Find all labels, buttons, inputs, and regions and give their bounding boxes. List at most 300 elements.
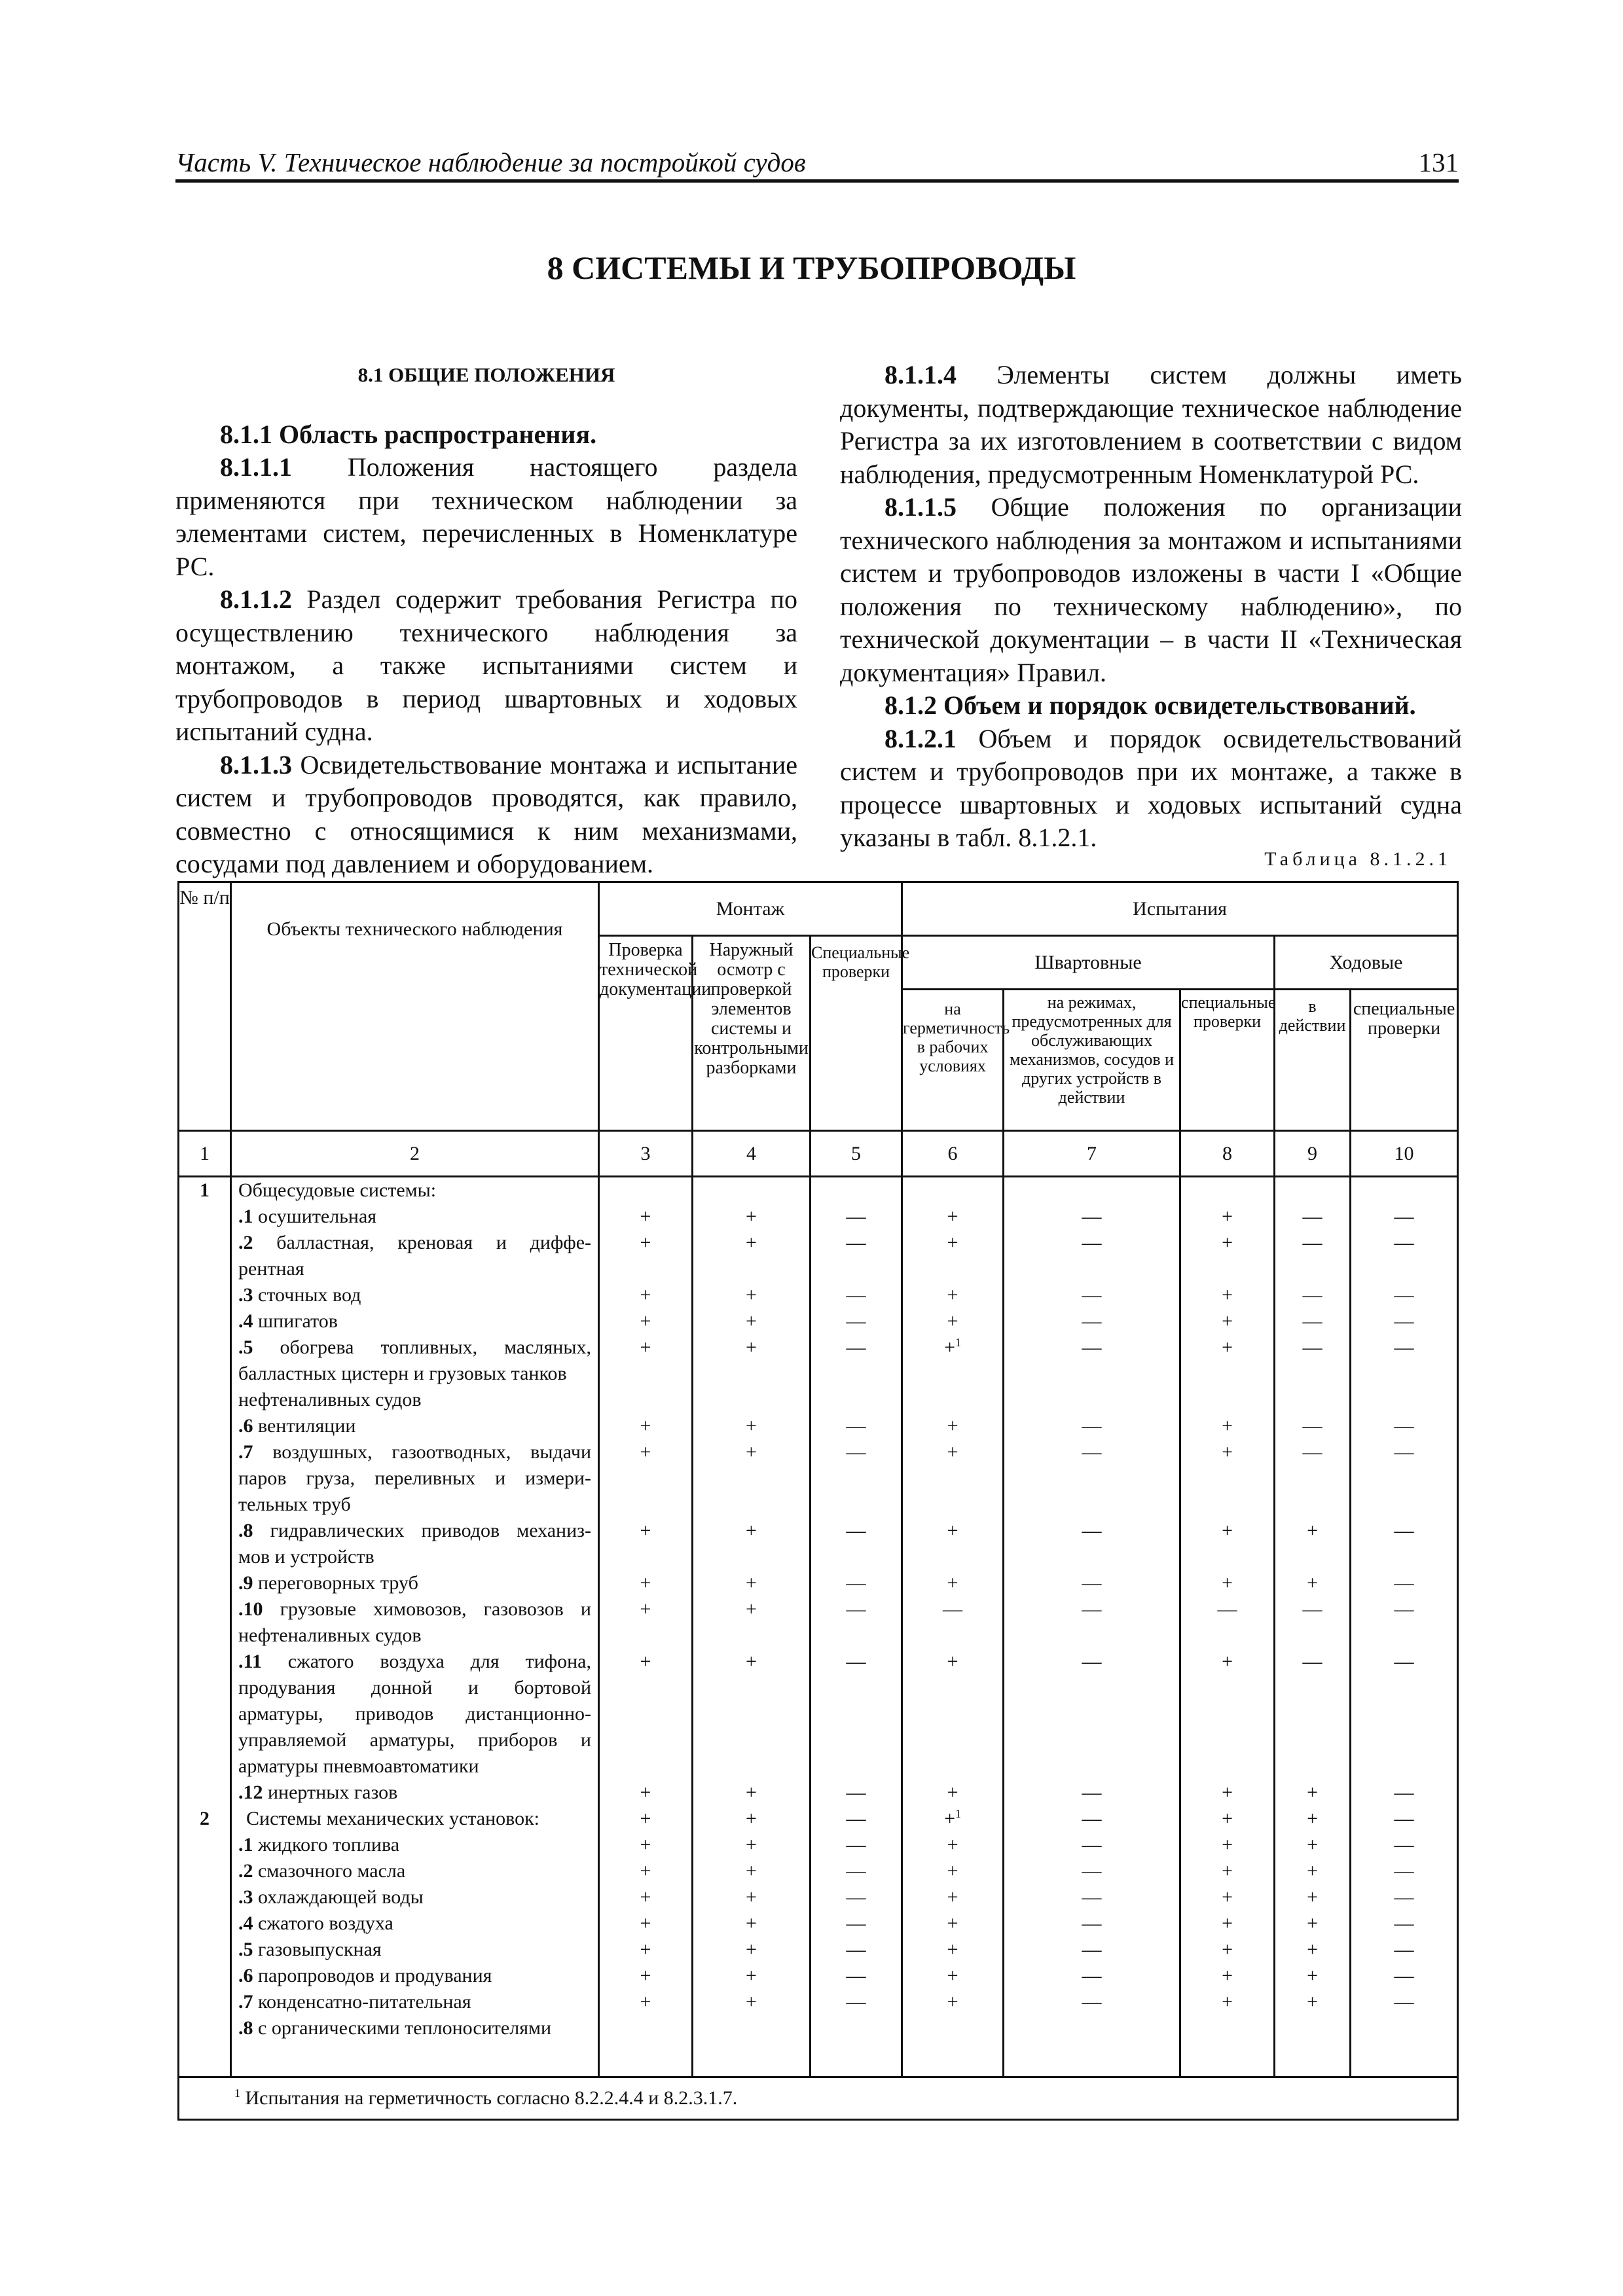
table-cell: [1351, 2015, 1457, 2041]
table-cell: +: [746, 1572, 757, 1594]
table-cell: +: [746, 1520, 757, 1541]
table-cell: —: [1394, 1232, 1414, 1253]
table-cell: +: [640, 1912, 651, 1934]
object-line: .2 смазочного масла: [238, 1860, 406, 1882]
table-cell: —: [1302, 1651, 1322, 1672]
table-cell: —: [1082, 1991, 1102, 2013]
table-cell: +: [947, 1939, 958, 1960]
table-cell: +: [947, 1834, 958, 1856]
table-cell: —: [1302, 1415, 1322, 1437]
c6-cell: [902, 1177, 1004, 2077]
table-cell: [1181, 1675, 1273, 1701]
table-cell: [1181, 2015, 1273, 2041]
paragraph-8-1-1-4: [840, 359, 1462, 491]
object-line: .7 воздушных, газоотводных, выдачи: [238, 1441, 591, 1463]
object-line: .8 с органическими теплоносителями: [238, 2017, 552, 2039]
table-cell: +: [1222, 1808, 1233, 1829]
table-cell: —: [846, 1808, 866, 1829]
table-cell: [693, 1387, 809, 1413]
table-cell: +: [947, 1651, 958, 1672]
c8-cell: [1180, 1177, 1275, 2077]
paragraph-heading: 8.1.2 Объем и порядок освидетельствований.: [884, 691, 1416, 720]
table-cell: +: [746, 1598, 757, 1620]
table-cell: [1181, 1623, 1273, 1649]
table-cell: —: [846, 1520, 866, 1541]
table-cell: [1275, 1727, 1349, 1753]
table-cell: —: [1082, 1284, 1102, 1306]
running-title: Часть V. Техническое наблюдение за постройкой судов: [175, 147, 806, 177]
table-cell: [1275, 1256, 1349, 1282]
table-cell: [903, 1361, 1002, 1387]
table-cell: —: [846, 1206, 866, 1227]
table-cell: —: [1394, 1808, 1414, 1829]
table-cell: +: [1307, 1939, 1318, 1960]
object-line: .4 сжатого воздуха: [238, 1912, 393, 1934]
header-c3: Проверка технической документации: [599, 936, 693, 1131]
col-number: 6: [902, 1131, 1004, 1177]
table-cell: [1351, 1544, 1457, 1570]
table-cell: —: [1302, 1206, 1322, 1227]
c4-cell: [693, 1177, 811, 2077]
c10-cell: [1351, 1177, 1458, 2077]
object-line: управляемой арматуры, приборов и: [238, 1729, 591, 1751]
table-cell: +: [947, 1965, 958, 1986]
table-cell: [903, 1701, 1002, 1727]
table-cell: —: [1394, 1206, 1414, 1227]
table-cell: +: [640, 1939, 651, 1960]
table-cell: [1004, 1492, 1179, 1518]
footnote-text: Испытания на герметичность согласно 8.2.2.4.4 и 8.2.3.1.7.: [245, 2087, 738, 2109]
paragraph-text: Элементы систем должны иметь документы, подтверждающие техническое наблюдение Регистра за их изготовлением в соответствии с видом наблюдения, предусмотренным Номенклатурой РС.: [840, 360, 1462, 489]
table-cell: [1351, 1727, 1457, 1753]
section-heading: 8.1 ОБЩИЕ ПОЛОЖЕНИЯ: [357, 363, 615, 386]
table-cell: +: [1222, 1232, 1233, 1253]
table-cell: [600, 1753, 691, 1780]
object-line: .10 грузовые химовозов, газовозов и: [238, 1598, 591, 1620]
table-cell: +: [1222, 1939, 1233, 1960]
table-cell: [693, 1544, 809, 1570]
table-cell: —: [1394, 1336, 1414, 1358]
paragraph-number: 8.1.1.2: [220, 584, 292, 614]
table-cell: +: [746, 1284, 757, 1306]
table-cell: [1275, 1544, 1349, 1570]
table-cell: [693, 1675, 809, 1701]
table-cell: +: [746, 1310, 757, 1332]
table-cell: +: [1222, 1886, 1233, 1908]
table-cell: [811, 1177, 901, 1204]
table-cell: +: [947, 1284, 958, 1306]
object-line: .1 осушительная: [238, 1206, 377, 1227]
col-number: 5: [811, 1131, 902, 1177]
footnote-mark: 1: [234, 2087, 240, 2100]
object-line: продувания донной и бортовой: [238, 1677, 591, 1698]
table-cell: —: [1082, 1336, 1102, 1358]
table-cell: +: [640, 1834, 651, 1856]
header-mooring: Швартовные: [902, 936, 1275, 990]
table-cell: [600, 1727, 691, 1753]
paragraph-text: Раздел содержит требования Регистра по осуществлению технического наблюдения за монтажом, а также испытаниями систем и трубопроводов в период швартовных и ходовых испытаний судна.: [175, 584, 797, 746]
table-cell: —: [1082, 1520, 1102, 1541]
table-cell: +: [1307, 1912, 1318, 1934]
object-line: арматуры пневмоавтоматики: [238, 1755, 479, 1777]
table-cell: —: [1394, 1782, 1414, 1803]
running-header: [175, 145, 1459, 183]
left-column: [175, 359, 797, 881]
table-cell: —: [846, 1284, 866, 1306]
object-line: паров груза, переливных и измери-: [238, 1467, 591, 1489]
table-cell: —: [846, 1336, 866, 1358]
table-cell: [1181, 1492, 1273, 1518]
table-cell: [811, 1727, 901, 1753]
table-cell: [693, 1465, 809, 1492]
table-cell: —: [1082, 1206, 1102, 1227]
table-cell: —: [846, 1965, 866, 1986]
paragraph-heading: 8.1.1 Область распространения.: [220, 419, 597, 449]
table-cell: +: [640, 1886, 651, 1908]
paragraph-8-1-1-3: [175, 749, 797, 881]
table-cell: +: [640, 1808, 651, 1829]
table-cell: —: [1394, 1834, 1414, 1856]
object-line: рентная: [238, 1258, 304, 1280]
table-cell: —: [846, 1939, 866, 1960]
table-cell: [1181, 1177, 1273, 1204]
table-cell: —: [846, 1232, 866, 1253]
table-cell: [811, 1361, 901, 1387]
table-cell: [1181, 1256, 1273, 1282]
object-line: арматуры, приводов дистанционно-: [238, 1703, 591, 1725]
col-number: 1: [179, 1131, 231, 1177]
table-cell: +: [746, 1939, 757, 1960]
table-cell: —: [1394, 1441, 1414, 1463]
table-cell: +: [1307, 1782, 1318, 1803]
table-cell: +: [947, 1912, 958, 1934]
footnote-row: [179, 2077, 1458, 2120]
table-cell: +: [746, 1336, 757, 1358]
table-cell: +: [1307, 1572, 1318, 1594]
paragraph-number: 8.1.1.1: [220, 452, 292, 482]
table-cell: +: [947, 1310, 958, 1332]
object-line: Общесудовые системы:: [238, 1179, 437, 1201]
table-cell: +: [746, 1991, 757, 2013]
table-cell: [1275, 1492, 1349, 1518]
table-cell: [903, 1465, 1002, 1492]
table-cell: [600, 1701, 691, 1727]
table-cell: —: [1082, 1598, 1102, 1620]
table-cell: +: [640, 1336, 651, 1358]
table-cell: +: [746, 1232, 757, 1253]
object-line: нефтеналивных судов: [238, 1624, 422, 1646]
group-number: 2: [200, 1808, 210, 1829]
table-cell: —: [1082, 1886, 1102, 1908]
table-cell: [600, 1465, 691, 1492]
object-line: .6 вентиляции: [238, 1415, 356, 1437]
table-cell: [693, 1701, 809, 1727]
table-cell: +: [746, 1441, 757, 1463]
paragraph-text: Освидетельствование монтажа и испытание систем и трубопроводов проводятся, как правило, совместно с относящимися к ним механизмами, сосудами под давлением и оборудованием.: [175, 749, 797, 878]
table-caption: Таблица 8.1.2.1: [1264, 848, 1451, 870]
table-cell: —: [846, 1834, 866, 1856]
table-cell: [1004, 1465, 1179, 1492]
table-cell: +: [746, 1834, 757, 1856]
table-cell: [600, 1256, 691, 1282]
table-cell: +: [640, 1991, 651, 2013]
table-cell: +: [947, 1782, 958, 1803]
table-cell: —: [1082, 1232, 1102, 1253]
table-cell: +: [947, 1886, 958, 1908]
table-cell: [1351, 1623, 1457, 1649]
header-c10: специальные проверки: [1351, 990, 1458, 1131]
c7-cell: [1004, 1177, 1180, 2077]
table-cell: [693, 1753, 809, 1780]
object-line: .1 жидкого топлива: [238, 1834, 400, 1856]
table-cell: [1181, 1753, 1273, 1780]
table-cell: +: [947, 1991, 958, 2013]
table-cell: —: [1394, 1520, 1414, 1541]
table-cell: —: [1082, 1651, 1102, 1672]
object-line: Системы механических установок:: [246, 1808, 540, 1829]
table-cell: [1275, 1753, 1349, 1780]
table-cell: +: [640, 1284, 651, 1306]
header-tests: Испытания: [902, 882, 1458, 936]
table-cell: [1004, 1727, 1179, 1753]
table-cell: —: [1394, 1598, 1414, 1620]
table-cell: [1004, 2015, 1179, 2041]
table-cell: +: [947, 1860, 958, 1882]
c5-cell: [811, 1177, 902, 2077]
table-cell: +: [640, 1572, 651, 1594]
table-cell: —: [1302, 1441, 1322, 1463]
table-cell: [1351, 1753, 1457, 1780]
table-cell: [811, 1256, 901, 1282]
table-cell: [693, 1492, 809, 1518]
object-line: .4 шпигатов: [238, 1310, 338, 1332]
table-cell: —: [1394, 1965, 1414, 1986]
paragraph-8-1-1-5: [840, 491, 1462, 689]
object-line: .8 гидравлических приводов механиз-: [238, 1520, 591, 1541]
header-num: № п/п: [179, 882, 231, 1131]
table-cell: [1275, 1177, 1349, 1204]
table-cell: —: [846, 1651, 866, 1672]
table-cell: —: [846, 1598, 866, 1620]
table-cell: +: [640, 1782, 651, 1803]
paragraph-text: Общие положения по организации технического наблюдения за монтажом и испытаниями систем и трубопроводов изложены в части I «Общие положения по техническому наблюдению», по технической документации – в части II «Техническая документация» Правил.: [840, 492, 1462, 687]
object-line: .3 сточных вод: [238, 1284, 361, 1306]
table-cell: [1004, 1361, 1179, 1387]
table-cell: +: [746, 1651, 757, 1672]
object-line: .6 паропроводов и продувания: [238, 1965, 492, 1986]
table-cell: [811, 2015, 901, 2041]
object-line: .7 конденсатно-питательная: [238, 1991, 471, 2013]
table-cell: +: [746, 1808, 757, 1829]
table-cell: —: [1394, 1651, 1414, 1672]
table-cell: [1004, 1256, 1179, 1282]
col-number: 3: [599, 1131, 693, 1177]
table-cell: [600, 1675, 691, 1701]
table-cell: —: [1302, 1284, 1322, 1306]
table-cell: —: [1082, 1860, 1102, 1882]
table-cell: +: [640, 1310, 651, 1332]
table-cell: [811, 1465, 901, 1492]
table-cell: [1275, 2015, 1349, 2041]
table-cell: [1275, 1361, 1349, 1387]
table-cell: —: [1394, 1912, 1414, 1934]
table-cell: +: [746, 1415, 757, 1437]
table-body-row: [179, 1177, 1458, 2077]
object-line: нефтеналивных судов: [238, 1389, 422, 1410]
table-cell: [1004, 1177, 1179, 1204]
paragraph-number: 8.1.1.3: [220, 749, 292, 780]
table-cell: +$^1$: [944, 1807, 961, 1829]
table-cell: [1181, 1727, 1273, 1753]
table-cell: —: [1082, 1912, 1102, 1934]
paragraph-8-1-1-2: [175, 583, 797, 749]
table-cell: —: [1302, 1232, 1322, 1253]
group-number: 1: [200, 1179, 210, 1201]
paragraph-number: 8.1.1.5: [884, 492, 957, 522]
paragraph-8-1-2-1: [840, 723, 1462, 855]
table-cell: [1181, 1701, 1273, 1727]
group-number-cell: [179, 1177, 231, 2077]
table-cell: +: [1222, 1860, 1233, 1882]
table-cell: [693, 1361, 809, 1387]
col-number: 7: [1004, 1131, 1180, 1177]
table-cell: +: [1222, 1651, 1233, 1672]
object-line: тельных труб: [238, 1494, 351, 1515]
table-cell: +: [1307, 1965, 1318, 1986]
c9-cell: [1275, 1177, 1351, 2077]
table-cell: [811, 1492, 901, 1518]
paragraph-8-1-2: [840, 689, 1462, 723]
page-number: 131: [1418, 147, 1459, 177]
table-cell: —: [1394, 1415, 1414, 1437]
table-cell: —: [1082, 1808, 1102, 1829]
table-cell: [903, 2015, 1002, 2041]
table-cell: +: [947, 1415, 958, 1437]
table-cell: [1275, 1623, 1349, 1649]
table-cell: —: [1082, 1834, 1102, 1856]
object-line: .5 обогрева топливных, масляных,: [238, 1336, 591, 1358]
table-cell: [600, 1623, 691, 1649]
table-cell: —: [1082, 1939, 1102, 1960]
table-cell: +: [1307, 1860, 1318, 1882]
table-cell: [600, 2015, 691, 2041]
table-cell: [693, 1727, 809, 1753]
table-cell: [903, 1753, 1002, 1780]
table-cell: +: [640, 1206, 651, 1227]
table-cell: [811, 1387, 901, 1413]
col-number: 8: [1180, 1131, 1275, 1177]
table-cell: +: [640, 1441, 651, 1463]
table-cell: [811, 1544, 901, 1570]
table-cell: +: [746, 1206, 757, 1227]
table-cell: —: [846, 1415, 866, 1437]
table-cell: —: [1394, 1860, 1414, 1882]
table-cell: [1275, 1701, 1349, 1727]
table-cell: —: [1394, 1572, 1414, 1594]
object-line: .11 сжатого воздуха для тифона,: [238, 1651, 591, 1672]
table-cell: —: [846, 1991, 866, 2013]
paragraph-text: Положения настоящего раздела применяются при техническом наблюдении за элементами систем, перечисленных в Номенклатуре РС.: [175, 452, 797, 581]
header-c4: Наружный осмотр с проверкой элементов системы и контрольными разборками: [693, 936, 811, 1131]
table-cell: +: [640, 1651, 651, 1672]
table-footnote: [179, 2077, 1458, 2120]
table-cell: +: [947, 1232, 958, 1253]
table-cell: [903, 1177, 1002, 1204]
table-cell: +: [1222, 1965, 1233, 1986]
table-cell: +: [1307, 1991, 1318, 2013]
right-column: [840, 359, 1462, 855]
table-cell: +: [1222, 1834, 1233, 1856]
table-cell: [693, 1623, 809, 1649]
table-cell: +: [746, 1886, 757, 1908]
table-cell: [1004, 1623, 1179, 1649]
table-cell: +: [1222, 1284, 1233, 1306]
table-cell: [903, 1387, 1002, 1413]
table-cell: +: [947, 1206, 958, 1227]
table-cell: +: [1307, 1886, 1318, 1908]
table-cell: —: [1082, 1415, 1102, 1437]
table-cell: +: [746, 1782, 757, 1803]
header-sea: Ходовые: [1275, 936, 1458, 990]
table-cell: [1351, 1361, 1457, 1387]
table-cell: [600, 1387, 691, 1413]
table-cell: +: [1222, 1336, 1233, 1358]
table-cell: +$^1$: [944, 1336, 961, 1358]
object-line: .5 газовыпускная: [238, 1939, 382, 1960]
paragraph-number: 8.1.1.4: [884, 360, 957, 389]
table-cell: [903, 1727, 1002, 1753]
object-line: .3 охлаждающей воды: [238, 1886, 424, 1908]
header-c6: на герметичность в рабочих условиях: [902, 990, 1004, 1131]
c3-cell: [599, 1177, 693, 2077]
table-cell: —: [1217, 1598, 1237, 1620]
table-cell: —: [1082, 1965, 1102, 1986]
table-cell: [1275, 1675, 1349, 1701]
objects-cell: [231, 1177, 599, 2077]
table-cell: [1351, 1701, 1457, 1727]
table-cell: [811, 1701, 901, 1727]
table-cell: [903, 1492, 1002, 1518]
table-cell: [1181, 1465, 1273, 1492]
table-cell: —: [1082, 1441, 1102, 1463]
table-cell: [693, 1177, 809, 1204]
table-cell: +: [1307, 1520, 1318, 1541]
table-cell: [811, 1623, 901, 1649]
col-number: 10: [1351, 1131, 1458, 1177]
table-cell: +: [1222, 1520, 1233, 1541]
table-cell: +: [640, 1232, 651, 1253]
table-cell: [1351, 1675, 1457, 1701]
table-cell: —: [846, 1310, 866, 1332]
table-cell: —: [1302, 1336, 1322, 1358]
table-cell: [1181, 1361, 1273, 1387]
inspection-table: [177, 881, 1459, 2121]
table-cell: +: [1222, 1572, 1233, 1594]
table-cell: —: [1394, 1939, 1414, 1960]
col-number: 4: [693, 1131, 811, 1177]
table-cell: —: [1082, 1782, 1102, 1803]
table-cell: +: [947, 1441, 958, 1463]
table-cell: —: [846, 1572, 866, 1594]
table-cell: +: [947, 1520, 958, 1541]
object-line: балластных цистерн и грузовых танков: [238, 1363, 567, 1384]
table-cell: +: [640, 1415, 651, 1437]
header-c5: Специальные проверки: [811, 936, 902, 1131]
paragraph-8-1-1: [175, 418, 797, 452]
table-cell: +: [640, 1598, 651, 1620]
table-cell: [693, 2015, 809, 2041]
object-line: .2 балластная, креновая и диффе-: [238, 1232, 591, 1253]
